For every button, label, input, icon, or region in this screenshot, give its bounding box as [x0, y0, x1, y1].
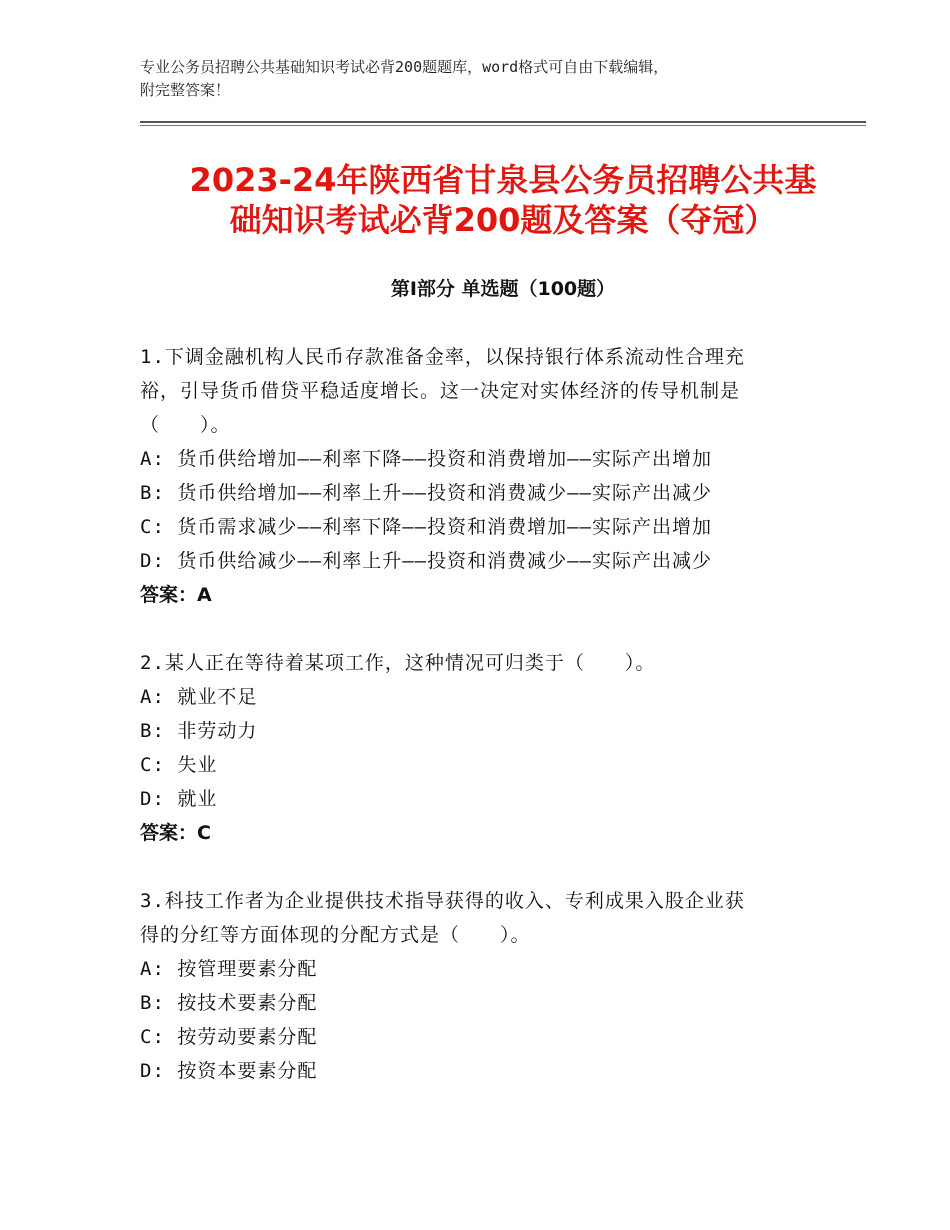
question-2-option-a: A: 就业不足 [140, 686, 258, 708]
header-note-line-1: 专业公务员招聘公共基础知识考试必背200题题库，word格式可自由下载编辑， [140, 58, 669, 76]
document-title-line-2: 础知识考试必背200题及答案（夺冠） [229, 201, 777, 239]
question-1 [140, 340, 820, 612]
question-3-option-b: B: 按技术要素分配 [140, 992, 318, 1014]
header-divider-thin [140, 125, 866, 126]
section-title: 第Ⅰ部分 单选题（100题） [390, 278, 616, 300]
question-1-option-c: C: 货币需求减少——利率下降——投资和消费增加——实际产出增加 [140, 516, 712, 538]
header-note-line-2: 附完整答案！ [140, 81, 231, 99]
question-1-option-d: D: 货币供给减少——利率上升——投资和消费减少——实际产出减少 [140, 550, 712, 572]
question-1-option-a: A: 货币供给增加——利率下降——投资和消费增加——实际产出增加 [140, 448, 712, 470]
question-1-stem-line-2: 裕，引导货币借贷平稳适度增长。这一决定对实体经济的传导机制是 [140, 380, 741, 402]
question-1-option-b: B: 货币供给增加——利率上升——投资和消费减少——实际产出减少 [140, 482, 712, 504]
question-3 [140, 884, 820, 1088]
question-3-stem-line-1: 3.科技工作者为企业提供技术指导获得的收入、专利成果入股企业获 [140, 890, 745, 912]
question-2-stem-line-1: 2.某人正在等待着某项工作，这种情况可归类于（ ）。 [140, 652, 656, 674]
question-3-option-c: C: 按劳动要素分配 [140, 1026, 318, 1048]
document-title [140, 160, 866, 240]
question-1-stem-line-1: 1.下调金融机构人民币存款准备金率，以保持银行体系流动性合理充 [140, 346, 745, 368]
question-list [140, 340, 820, 1122]
question-1-stem-line-3: （ ）。 [140, 414, 231, 436]
question-3-option-d: D: 按资本要素分配 [140, 1060, 318, 1082]
question-2 [140, 646, 820, 850]
question-3-stem-line-2: 得的分红等方面体现的分配方式是（ ）。 [140, 924, 531, 946]
question-2-option-c: C: 失业 [140, 754, 218, 776]
question-3-option-a: A: 按管理要素分配 [140, 958, 318, 980]
question-2-option-b: B: 非劳动力 [140, 720, 258, 742]
header-note [140, 56, 820, 102]
header-divider-thick [140, 121, 866, 123]
question-2-option-d: D: 就业 [140, 788, 218, 810]
question-1-answer: 答案：A [140, 584, 212, 606]
question-2-answer: 答案：C [140, 822, 211, 844]
document-title-line-1: 2023-24年陕西省甘泉县公务员招聘公共基 [189, 161, 817, 199]
